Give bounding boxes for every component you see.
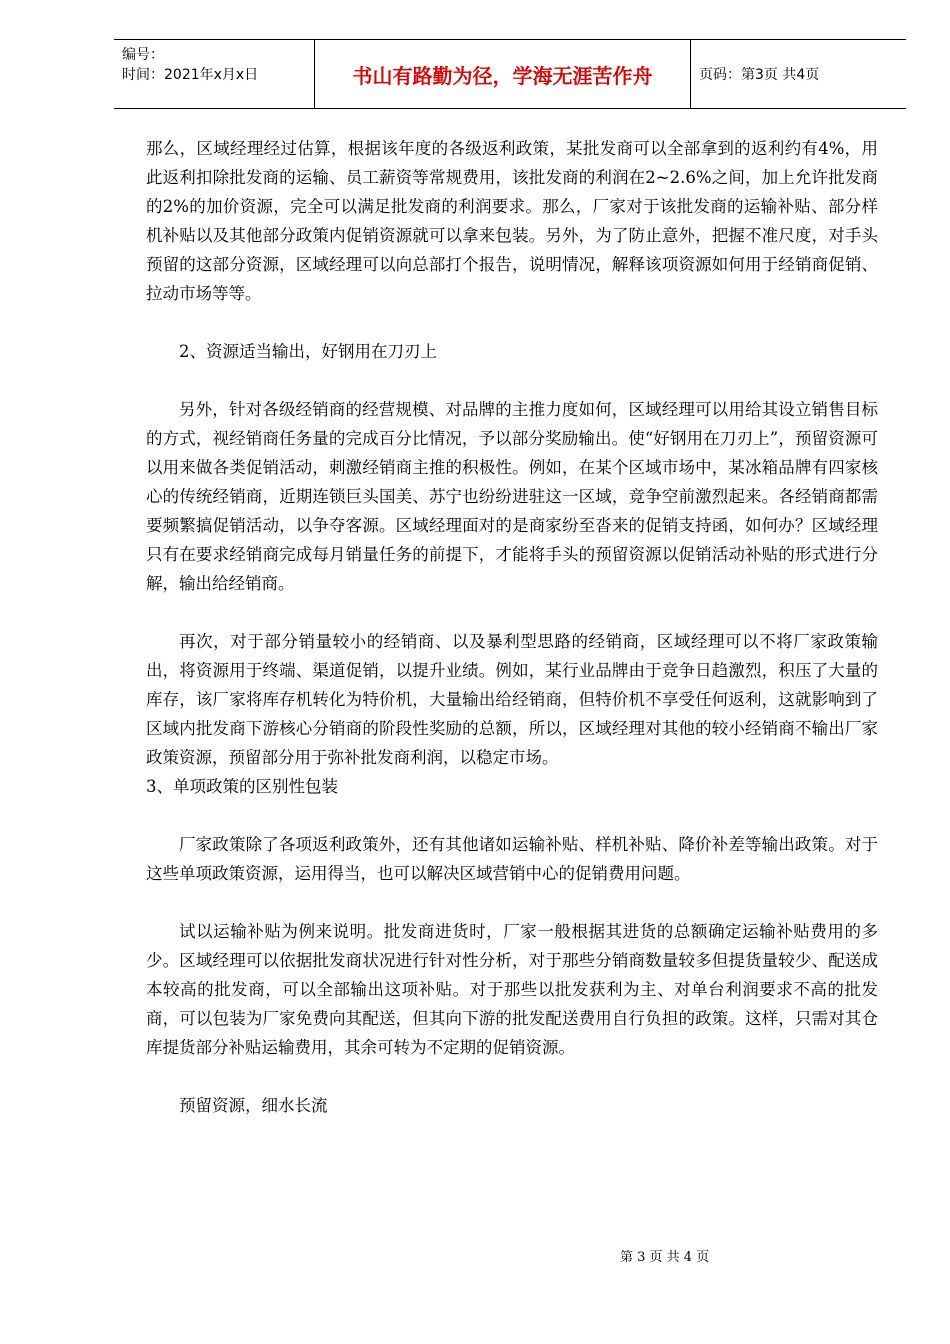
document-body: [146, 134, 878, 1120]
paragraph-2: 另外，针对各级经销商的经营规模、对品牌的主推力度如何，区域经理可以用给其设立销售目标的方式，视经销商任务量的完成百分比情况，予以部分奖励输出。使“好钢用在刀刃上”，预留资源可以用来做各类促销活动，刺激经销商主推的积极性。例如，在某个区域市场中，某冰箱品牌有四家核心的传统经销商，近期连锁巨头国美、苏宁也纷纷进驻这一区域，竞争空前激烈起来。各经销商都需要频繁搞促销活动，以争夺客源。区域经理面对的是商家纷至沓来的促销支持函，如何办？区域经理只有在要求经销商完成每月销量任务的前提下，才能将手头的预留资源以促销活动补贴的形式进行分解，输出给经销商。: [146, 400, 878, 593]
page-header: [114, 39, 906, 109]
page-label: 页码：第3页 共4页: [699, 67, 820, 83]
paragraph-5: 试以运输补贴为例来说明。批发商进货时，厂家一般根据其进货的总额确定运输补贴费用的多少。区域经理可以依据批发商状况进行针对性分析，对于那些分销商数量较多但提货量较少、配送成本较高的批发商，可以全部输出这项补贴。对于那些以批发获利为主、对单台利润要求不高的批发商，可以包装为厂家免费向其配送，但其向下游的批发配送费用自行负担的政策。这样，只需对其仓库提货部分补贴运输费用，其余可转为不定期的促销资源。: [146, 922, 878, 1057]
paragraph-3: 再次，对于部分销量较小的经销商、以及暴利型思路的经销商，区域经理可以不将厂家政策输出，将资源用于终端、渠道促销，以提升业绩。例如，某行业品牌由于竞争日趋激烈，积压了大量的库存，该厂家将库存机转化为特价机，大量输出给经销商，但特价机不享受任何返利，这就影响到了区域内批发商下游核心分销商的阶段性奖励的总额，所以，区域经理对其他的较小经销商不输出厂家政策资源，预留部分用于弥补批发商利润，以稳定市场。: [146, 632, 878, 767]
header-motto-cell: [315, 40, 691, 108]
page-footer: 第 3 页 共 4 页: [620, 1250, 710, 1265]
header-page-cell: [691, 40, 906, 108]
header-meta: [114, 40, 315, 108]
section-heading-2: 2、资源适当输出，好钢用在刀刃上: [179, 342, 437, 361]
time-label: 时间：2021年x月x日: [122, 67, 259, 83]
motto-text: 书山有路勤为径，学海无涯苦作舟: [352, 63, 653, 88]
paragraph-6: 预留资源，细水长流: [179, 1096, 328, 1115]
paragraph-4: 厂家政策除了各项返利政策外，还有其他诸如运输补贴、样机补贴、降价补差等输出政策。对于这些单项政策资源，运用得当，也可以解决区域营销中心的促销费用问题。: [146, 835, 878, 883]
number-label: 编号：: [122, 47, 164, 63]
section-heading-3: 3、单项政策的区别性包装: [146, 777, 338, 796]
paragraph-1: 那么，区域经理经过估算，根据该年度的各级返利政策，某批发商可以全部拿到的返利约有4%，用此返利扣除批发商的运输、员工薪资等常规费用，该批发商的利润在2~2.6%之间，加上允许批发商的2%的加价资源，完全可以满足批发商的利润要求。那么，厂家对于该批发商的运输补贴、部分样机补贴以及其他部分政策内促销资源就可以拿来包装。另外，为了防止意外，把握不准尺度，对手头预留的这部分资源，区域经理可以向总部打个报告，说明情况，解释该项资源如何用于经销商促销、拉动市场等等。: [146, 139, 878, 303]
